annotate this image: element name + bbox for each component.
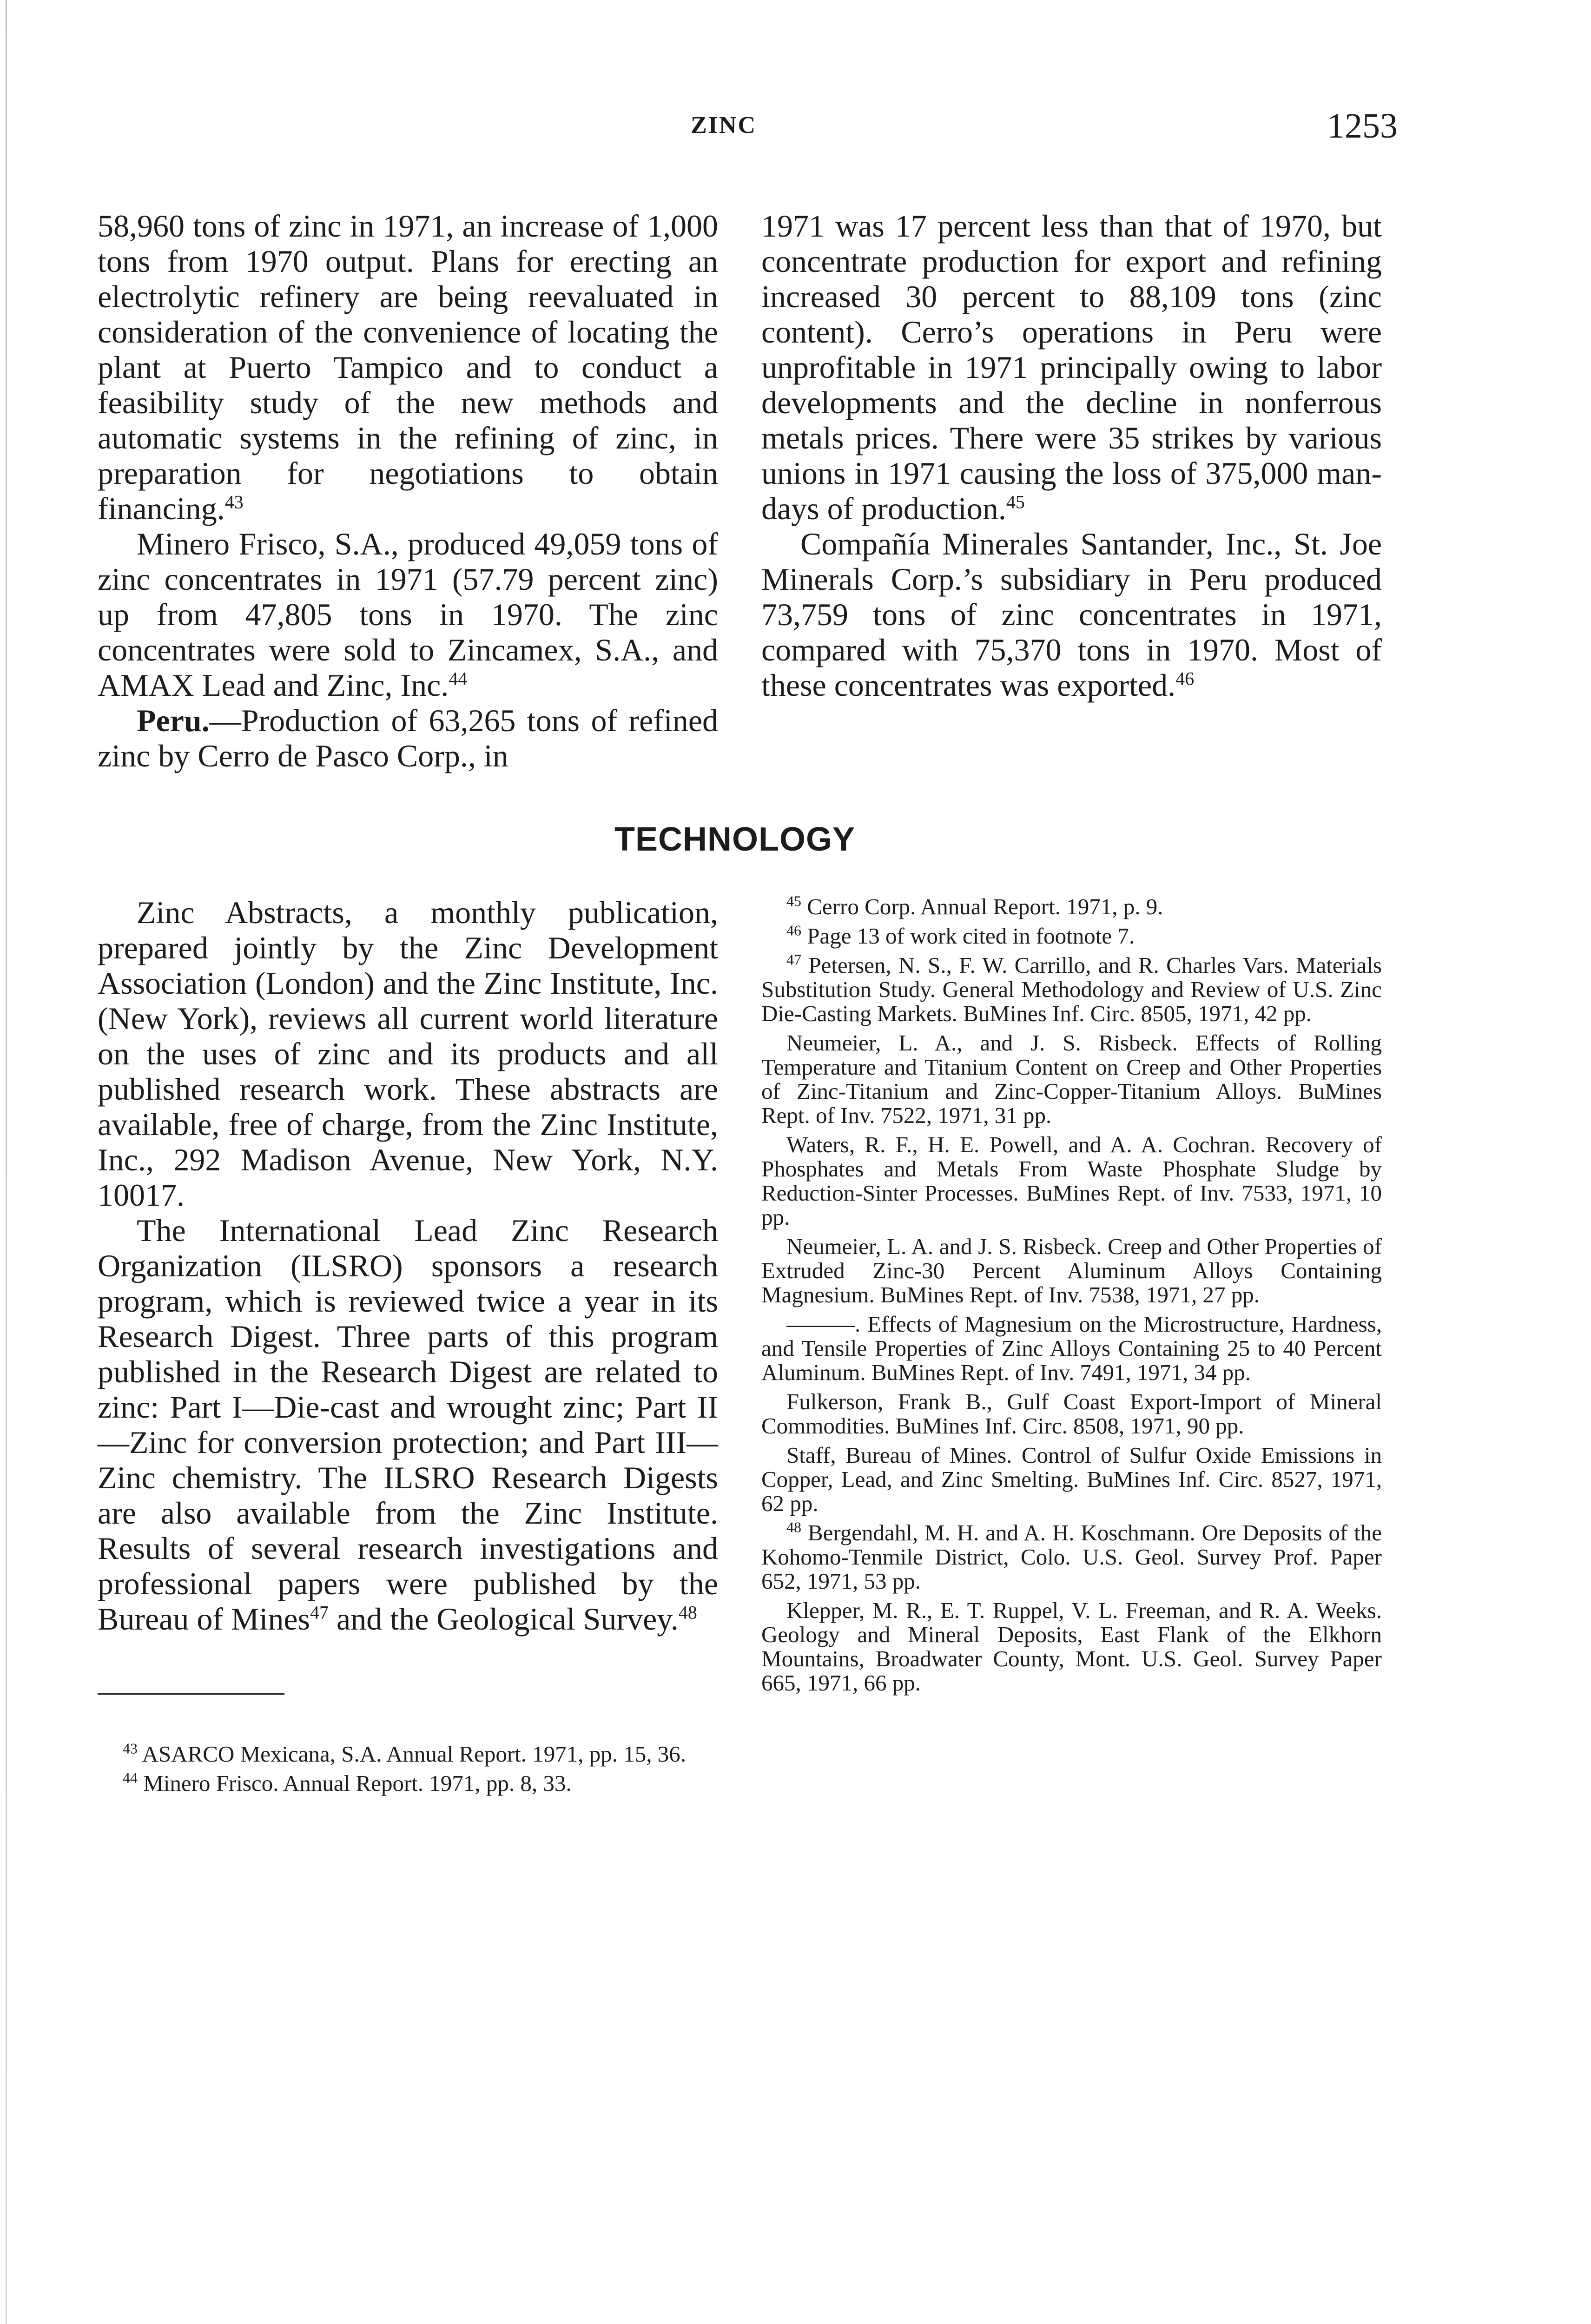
footnote-ref-44: 44 xyxy=(449,668,468,689)
reference-entry: Staff, Bureau of Mines. Control of Sulfur Oxide Emissions in Copper, Lead, and Zinc Smelting. BuMines Inf. Circ. 8527, 1971, 62 pp. xyxy=(761,1442,1382,1516)
reference-entry: Waters, R. F., H. E. Powell, and A. A. Cochran. Recovery of Phosphates and Metals From Waste Phosphate Sludge by Reduction-Sinter Processes. BuMines Rept. of Inv. 7533, 1971, 10 pp. xyxy=(761,1132,1382,1230)
paragraph-ilzro: The International Lead Zinc Research Organization (ILSRO) sponsors a research program, which is reviewed twice a year in its Research Digest. Three parts of this program published in the Research Digest are related to zinc: Part I—Die-cast and wrought zinc; Part II—Zinc for conversion protection; and Part III—Zinc chemistry. The ILSRO Research Digests are also available from the Zinc Institute. Results of several research investigations and professional papers were published by the Bureau of Mines$^{47}$ and the Geological Survey.$^{48}$ xyxy=(98,1213,718,1637)
paragraph-zinc-abstracts: Zinc Abstracts, a monthly publication, prepared jointly by the Zinc Development Association (London) and the Zinc Institute, Inc. (New York), reviews all current world literature on the uses of zinc and its products and all published research work. These abstracts are available, free of charge, from the Zinc Institute, Inc., 292 Madison Avenue, New York, N.Y. 10017. xyxy=(98,895,718,1213)
footnote-ref-45: 45 xyxy=(1006,491,1025,513)
reference-entry: ———. Effects of Magnesium on the Microstructure, Hardness, and Tensile Properties of Zinc Alloys Containing 25 to 40 Percent Aluminum. BuMines Rept. of Inv. 7491, 1971, 34 pp. xyxy=(761,1311,1382,1385)
page-number: 1253 xyxy=(1327,106,1398,145)
column-top-left xyxy=(98,208,718,773)
footnotes-right xyxy=(761,892,1382,1700)
reference-entry: Neumeier, L. A., and J. S. Risbeck. Effects of Rolling Temperature and Titanium Content on Creep and Other Properties of Zinc-Titanium and Zinc-Copper-Titanium Alloys. BuMines Rept. of Inv. 7522, 1971, 31 pp. xyxy=(761,1030,1382,1128)
column-technology-left xyxy=(98,895,718,1637)
paragraph-santander: Compañía Minerales Santander, Inc., St. Joe Minerals Corp.’s subsidiary in Peru produced 73,759 tons of zinc concentrates in 1971, compared with 75,370 tons in 1970. Most of these concentrates was exported.$^{46}$ xyxy=(761,526,1382,703)
paragraph-peru: Peru.—Production of 63,265 tons of refined zinc by Cerro de Pasco Corp., in xyxy=(98,703,718,773)
paragraph-cerro-operations: 1971 was 17 percent less than that of 1970, but concentrate production for export and refining increased 30 percent to 88,109 tons (zinc content). Cerro’s operations in Peru were unprofitable in 1971 principally owing to labor developments and the decline in nonferrous metals prices. There were 35 strikes by various unions in 1971 causing the loss of 375,000 man-days of production.$^{45}$ xyxy=(761,208,1382,526)
paragraph-mexico-refinery: 58,960 tons of zinc in 1971, an increase of 1,000 tons from 1970 output. Plans for erecting an electrolytic refinery are being reevaluated in consideration of the convenience of locating the plant at Puerto Tampico and to conduct a feasibility study of the new methods and automatic systems in the refining of zinc, in preparation for negotiations to obtain financing.$^{43}$ xyxy=(98,208,718,526)
footnote-ref-47: 47 xyxy=(310,1602,329,1623)
paragraph-minero-frisco: Minero Frisco, S.A., produced 49,059 tons of zinc concentrates in 1971 (57.79 percent zinc) up from 47,805 tons in 1970. The zinc concentrates were sold to Zincamex, S.A., and AMAX Lead and Zinc, Inc.$^{44}$ xyxy=(98,526,718,703)
reference-entry: Fulkerson, Frank B., Gulf Coast Export-Import of Mineral Commodities. BuMines Inf. Circ. 8508, 1971, 90 pp. xyxy=(761,1389,1382,1439)
run-in-heading-peru: Peru. xyxy=(137,703,210,738)
reference-entry: Neumeier, L. A. and J. S. Risbeck. Creep and Other Properties of Extruded Zinc-30 Percent Aluminum Alloys Containing Magnesium. BuMines Rept. of Inv. 7538, 1971, 27 pp. xyxy=(761,1234,1382,1307)
running-head: ZINC xyxy=(691,112,757,139)
footnote-44: $^{44}$ Minero Frisco. Annual Report. 1971, pp. 8, 33. xyxy=(123,1769,572,1796)
footnote-43: $^{43}$ ASARCO Mexicana, S.A. Annual Report. 1971, pp. 15, 36. xyxy=(123,1740,687,1767)
column-top-right xyxy=(761,208,1382,703)
footnote-48: $^{48}$ Bergendahl, M. H. and A. H. Koschmann. Ore Deposits of the Kohomo-Tenmile District, Colo. U.S. Geol. Survey Prof. Paper 652, 1971, 53 pp. xyxy=(761,1519,1382,1594)
footnote-ref-48: 48 xyxy=(678,1602,697,1623)
footnote-divider xyxy=(98,1693,284,1695)
reference-entry: Klepper, M. R., E. T. Ruppel, V. L. Freeman, and R. A. Weeks. Geology and Mineral Deposits, East Flank of the Elkhorn Mountains, Broadwater County, Mont. U.S. Geol. Survey Paper 665, 1971, 66 pp. xyxy=(761,1598,1382,1696)
footnote-45: $^{45}$ Cerro Corp. Annual Report. 1971, p. 9. xyxy=(786,892,1163,919)
footnote-46: $^{46}$ Page 13 of work cited in footnote 7. xyxy=(786,922,1135,949)
footnote-47: $^{47}$ Petersen, N. S., F. W. Carrillo, and R. Charles Vars. Materials Substitution Study. General Methodology and Review of U.S. Zinc Die-Casting Markets. BuMines Inf. Circ. 8505, 1971, 42 pp. xyxy=(761,951,1382,1026)
footnote-ref-46: 46 xyxy=(1175,668,1195,689)
footnotes-left xyxy=(98,1742,718,1801)
page-binding-edge xyxy=(6,0,7,2324)
footnote-ref-43: 43 xyxy=(224,491,244,513)
section-heading-technology: TECHNOLOGY xyxy=(614,821,856,858)
